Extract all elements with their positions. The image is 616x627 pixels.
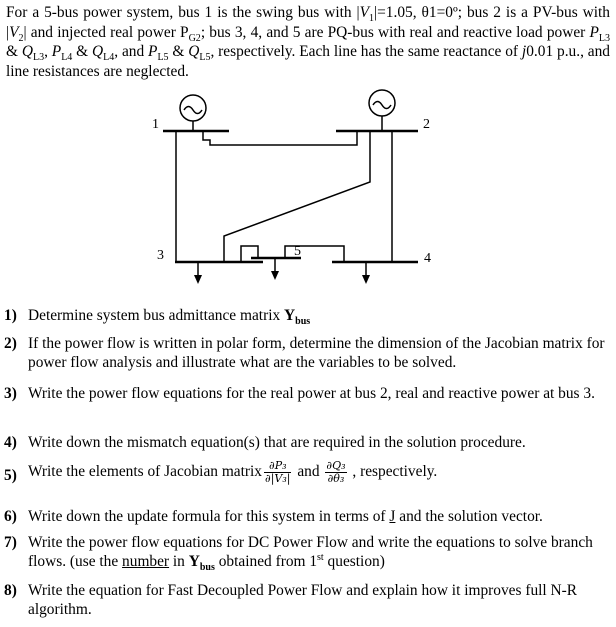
bus-label-4: 4 <box>424 251 431 266</box>
question-1: 1) Determine system bus admittance matrix $Y_{bus}$ <box>4 307 311 328</box>
question-2: 2) If the power flow is written in polar form, determine the dimension of the Jacobian matrix for power flow analysis and illustrate what are the variables to be solved. <box>4 335 605 371</box>
bus-label-2: 2 <box>423 117 430 132</box>
one-line-diagram <box>0 0 616 300</box>
generator-1-icon <box>180 95 206 131</box>
bus-label-5: 5 <box>294 244 301 259</box>
generator-2-icon <box>369 90 395 131</box>
question-6: 6) Write down the update formula for this system in terms of J and the solution vector. <box>4 508 543 525</box>
question-3: 3) Write the power flow equations for the real power at bus 2, real and reactive power at bus 3. <box>4 385 595 402</box>
question-4: 4) Write down the mismatch equation(s) that are required in the solution procedure. <box>4 434 526 451</box>
problem-statement: For a 5-bus power system, bus 1 is the swing bus with $|V_1|=1.05$, θ1=0º; bus 2 is a PV-bus with $|V_2|$ and injected real power $P_{G2}$; bus 3, 4, and 5 are PQ-bus with real and reactive load power $P_{L3}$ & $Q_{L3}$, $P_{L4}$ & $Q_{L4}$, and $P_{L5}$ & $Q_{L5}$, respectively. Each line has the same reactance of j0.01 p.u., and line resistances are neglected. <box>6 4 611 80</box>
bus-label-3: 3 <box>157 248 164 263</box>
question-5: 5) Write the elements of Jacobian matrix $\frac{\text{∂P₃}}{\text{∂|V₃|}}$ and $\frac{\text{∂Q₃}}{\text{∂θ₃}}$ , respectively. <box>4 459 438 485</box>
fraction-dp3-dv3: $\frac{\text{∂P₃}}{\text{∂|V₃|}}$ <box>265 459 291 485</box>
question-7: 7) Write the power flow equations for DC Power Flow and write the equations to solve branch flows. (use the number in $Y_{bus}$ obtained from 1st question) <box>4 534 593 573</box>
bus-label-1: 1 <box>152 117 159 132</box>
fraction-dq3-dtheta3: $\frac{\text{∂Q₃}}{\text{∂θ₃}}$ <box>326 459 346 485</box>
question-8: 8) Write the equation for Fast Decoupled Power Flow and explain how it improves full N-R algorithm. <box>4 582 578 618</box>
transmission-lines <box>176 131 392 262</box>
